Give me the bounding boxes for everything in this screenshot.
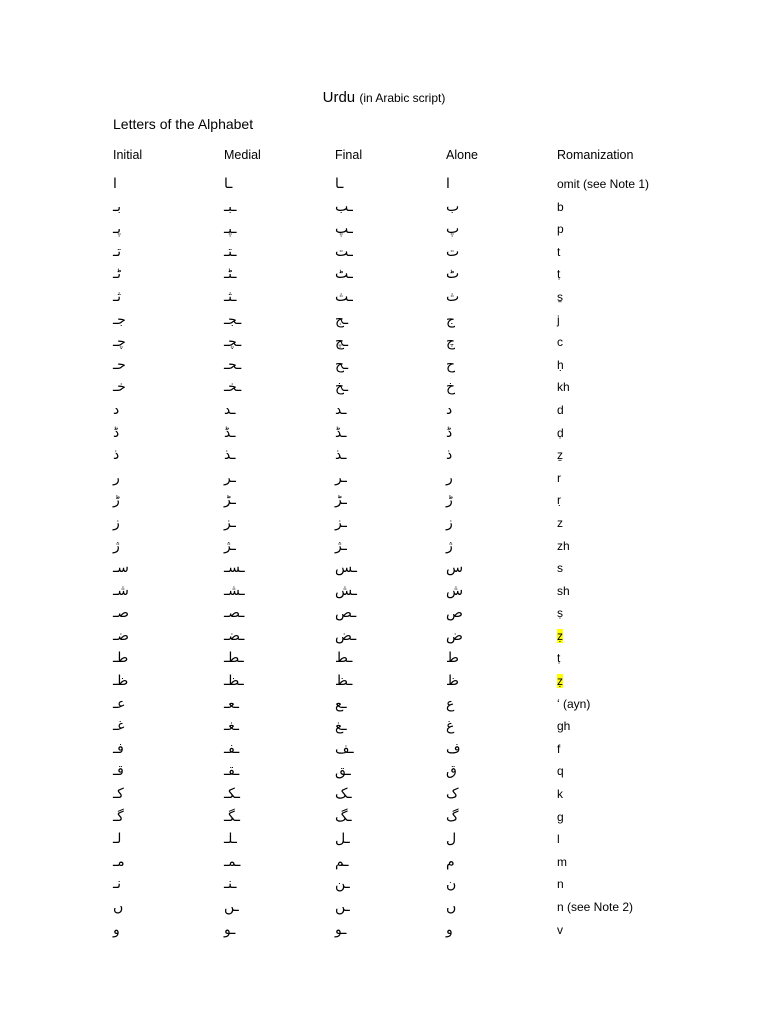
letter-medial: ـغـ [224, 718, 239, 735]
letter-final: ـٹ [335, 266, 353, 283]
letter-final: ـن [335, 876, 350, 893]
letter-medial: ـحـ [224, 356, 242, 373]
letter-row [0, 196, 768, 219]
letter-row [0, 399, 768, 422]
letter-row [0, 444, 768, 467]
romanization-text: s̱ [557, 289, 563, 304]
letter-romanization [557, 806, 564, 829]
column-header-romanization: Romanization [557, 148, 634, 162]
letter-final: ـخ [335, 379, 349, 396]
letter-alone: ت [446, 243, 460, 260]
letter-alone: ب [446, 198, 460, 215]
letter-initial: نـ [113, 876, 121, 893]
letter-initial: ڑ [113, 492, 120, 509]
letter-row [0, 783, 768, 806]
letter-romanization [557, 196, 564, 219]
letter-final: ـض [335, 627, 357, 644]
letter-final: ـچ [335, 334, 349, 351]
letters-table [0, 173, 768, 941]
letter-medial: ـر [224, 469, 236, 486]
letter-initial: کـ [113, 786, 124, 803]
letter-alone: ذ [446, 447, 453, 464]
letter-row [0, 309, 768, 332]
letter-alone: ق [446, 763, 457, 780]
letter-row [0, 535, 768, 558]
letter-final: ـش [335, 582, 357, 599]
document-title [0, 89, 768, 106]
letter-final: ـل [335, 831, 350, 848]
letter-final: ـب [335, 198, 353, 215]
letter-initial: غـ [113, 718, 125, 735]
letter-romanization [557, 557, 563, 580]
letter-romanization [557, 263, 560, 286]
letter-romanization [557, 286, 563, 309]
letter-row [0, 828, 768, 851]
letter-row [0, 873, 768, 896]
letter-medial: ـں [224, 899, 239, 915]
letter-alone: ف [446, 740, 461, 757]
romanization-text: c [557, 335, 563, 350]
letter-romanization [557, 399, 564, 422]
letter-medial: ـسـ [224, 560, 245, 577]
romanization-text: d [557, 402, 564, 417]
letter-row [0, 354, 768, 377]
letter-medial: ـو [224, 921, 236, 938]
letter-romanization [557, 512, 563, 535]
romanization-text: z [557, 515, 563, 530]
letter-alone: ظ [446, 673, 459, 690]
romanization-text: k [557, 787, 563, 802]
letter-final: ـڑ [335, 492, 347, 509]
letter-romanization [557, 760, 564, 783]
letter-romanization [557, 828, 560, 851]
letter-initial: ضـ [113, 627, 129, 644]
letter-row [0, 376, 768, 399]
letter-medial: ـشـ [224, 582, 245, 599]
letter-initial: پـ [113, 221, 121, 238]
romanization-text: ṭ [557, 267, 561, 282]
letter-row [0, 467, 768, 490]
letter-initial: ا [113, 176, 117, 192]
column-header-initial: Initial [113, 148, 143, 162]
letter-initial: ڈ [113, 424, 120, 441]
letter-medial: ـڑ [224, 492, 236, 509]
letter-initial: ثـ [113, 288, 121, 305]
letter-alone: پ [446, 221, 460, 238]
letter-initial: ظـ [113, 673, 129, 690]
letter-romanization [557, 580, 570, 603]
column-header-final: Final [335, 148, 363, 162]
letter-romanization [557, 173, 649, 196]
letter-alone: ا [446, 176, 450, 192]
letter-romanization [557, 625, 563, 648]
letter-row [0, 851, 768, 874]
letter-initial: ژ [113, 537, 120, 554]
letter-alone: د [446, 401, 453, 418]
letter-final: ـگ [335, 808, 352, 825]
letter-row [0, 602, 768, 625]
romanization-text: p [557, 222, 564, 237]
letter-final: ـت [335, 243, 353, 260]
letter-initial: ٹـ [113, 266, 121, 283]
romanization-text: t [557, 244, 561, 259]
column-header-medial: Medial [224, 148, 261, 162]
letter-final: ـم [335, 853, 349, 870]
letter-alone: س [446, 560, 464, 577]
letter-romanization [557, 467, 561, 490]
letter-romanization [557, 241, 560, 264]
letter-alone: ث [446, 288, 460, 305]
romanization-text: ḍ [557, 425, 564, 440]
letter-romanization [557, 376, 570, 399]
letter-initial: طـ [113, 650, 129, 667]
romanization-text: zh [557, 538, 570, 553]
letter-final: ـج [335, 311, 349, 328]
letter-final: ـو [335, 921, 347, 938]
romanization-text: kh [557, 380, 570, 395]
letter-final: ـز [335, 514, 347, 531]
letter-final: ـس [335, 560, 357, 577]
letter-alone: ز [446, 514, 453, 531]
letter-row [0, 512, 768, 535]
letter-alone: و [446, 921, 453, 938]
romanization-text: ṣ [557, 606, 563, 621]
letter-medial: ـڈ [224, 424, 236, 441]
letter-medial: ـعـ [224, 695, 239, 712]
letter-romanization [557, 873, 564, 896]
letter-initial: عـ [113, 695, 126, 712]
letter-medial: ـد [224, 401, 236, 418]
letter-medial: ـز [224, 514, 236, 531]
romanization-text: q [557, 764, 564, 779]
letter-romanization [557, 489, 561, 512]
romanization-text: b [557, 199, 564, 214]
letter-romanization [557, 331, 563, 354]
letter-medial: ـثـ [224, 288, 237, 305]
romanization-text: ẕ [557, 448, 563, 463]
letter-medial: ـگـ [224, 808, 240, 825]
letter-final: ـک [335, 786, 352, 803]
title-subtitle: (in Arabic script) [359, 91, 446, 105]
letter-initial: تـ [113, 243, 121, 260]
letter-initial: ذ [113, 447, 120, 464]
romanization-text: f [557, 741, 561, 756]
romanization-text: n (see Note 2) [557, 900, 634, 914]
letter-medial: ـمـ [224, 853, 241, 870]
letter-romanization [557, 670, 563, 693]
letter-medial: ـضـ [224, 627, 245, 644]
letter-medial: ـکـ [224, 786, 240, 803]
letter-initial: فـ [113, 740, 124, 757]
romanization-text: gh [557, 719, 571, 734]
letter-romanization [557, 693, 590, 716]
letter-initial: شـ [113, 582, 129, 599]
romanization-text: ṛ [557, 493, 561, 508]
letter-alone: ڈ [446, 424, 453, 441]
letter-row [0, 738, 768, 761]
letter-medial: ـصـ [224, 605, 245, 622]
letter-alone: ش [446, 582, 464, 599]
romanization-text: ʻ (ayn) [557, 696, 591, 711]
letter-alone: ن [446, 876, 457, 893]
letter-alone: ر [446, 469, 453, 486]
romanization-text: n [557, 877, 564, 892]
letter-medial: ـفـ [224, 740, 240, 757]
letter-medial: ـخـ [224, 379, 242, 396]
letter-row [0, 580, 768, 603]
letter-initial: ں [113, 899, 124, 915]
letter-row [0, 647, 768, 670]
letter-medial: ـقـ [224, 763, 240, 780]
letter-alone: م [446, 853, 455, 870]
romanization-text: ḥ [557, 357, 564, 372]
letter-row [0, 896, 768, 919]
letter-romanization [557, 218, 564, 241]
letter-alone: ں [446, 899, 457, 915]
letter-initial: جـ [113, 311, 126, 328]
romanization-text: r [557, 470, 561, 485]
letter-medial: ـژ [224, 537, 236, 554]
letter-initial: و [113, 921, 120, 938]
letter-medial: ـجـ [224, 311, 242, 328]
letter-alone: ض [446, 627, 463, 644]
letter-final: ـح [335, 356, 349, 373]
letter-final: ـذ [335, 447, 347, 464]
letter-initial: سـ [113, 560, 129, 577]
letter-medial: ـٹـ [224, 266, 237, 283]
letter-row [0, 331, 768, 354]
letter-romanization [557, 738, 560, 761]
romanization-text: s [557, 561, 563, 576]
letter-final: ـا [335, 176, 344, 192]
column-header-alone: Alone [446, 148, 478, 162]
romanization-text: g [557, 809, 564, 824]
letter-row [0, 625, 768, 648]
romanization-text: ẓ [557, 674, 563, 689]
letter-medial: ـنـ [224, 876, 237, 893]
letter-romanization [557, 715, 570, 738]
letter-romanization [557, 444, 563, 467]
letter-final: ـپ [335, 221, 353, 238]
letter-alone: ع [446, 695, 455, 712]
romanization-text: omit (see Note 1) [557, 177, 650, 191]
letter-alone: ٹ [446, 266, 460, 283]
letter-initial: خـ [113, 379, 126, 396]
letter-alone: خ [446, 379, 456, 396]
letter-row [0, 557, 768, 580]
letter-initial: حـ [113, 356, 126, 373]
letter-initial: چـ [113, 334, 126, 351]
letter-final: ـث [335, 288, 353, 305]
letter-medial: ـطـ [224, 650, 244, 667]
letter-alone: ک [446, 786, 459, 803]
letter-alone: گ [446, 808, 459, 825]
letter-final: ـغ [335, 718, 347, 735]
letter-alone: ل [446, 831, 457, 848]
letter-alone: ج [446, 311, 456, 328]
romanization-text: v [557, 922, 563, 937]
letter-final: ـژ [335, 537, 347, 554]
letter-romanization [557, 647, 560, 670]
romanization-text: l [557, 832, 560, 847]
letter-final: ـق [335, 763, 351, 780]
letter-final: ـں [335, 899, 350, 915]
letter-final: ـڈ [335, 424, 347, 441]
letter-alone: ط [446, 650, 459, 667]
letter-romanization [557, 602, 563, 625]
letter-medial: ـپـ [224, 221, 237, 238]
letter-initial: صـ [113, 605, 129, 622]
letter-medial: ـبـ [224, 198, 237, 215]
letter-initial: قـ [113, 763, 124, 780]
letter-final: ـط [335, 650, 353, 667]
letter-final: ـع [335, 695, 347, 712]
letter-romanization [557, 422, 564, 445]
letter-final: ـد [335, 401, 347, 418]
letter-medial: ـذ [224, 447, 236, 464]
romanization-text: ṭ [557, 651, 561, 666]
letter-initial: ر [113, 469, 120, 486]
romanization-text: sh [557, 583, 570, 598]
letter-romanization [557, 783, 563, 806]
letter-row [0, 693, 768, 716]
letter-medial: ـتـ [224, 243, 237, 260]
section-heading: Letters of the Alphabet [113, 116, 254, 132]
letter-initial: ز [113, 514, 120, 531]
romanization-text: m [557, 854, 567, 869]
letter-romanization [557, 535, 570, 558]
letter-row [0, 670, 768, 693]
letter-row [0, 263, 768, 286]
letter-romanization [557, 354, 564, 377]
letter-row [0, 422, 768, 445]
letter-final: ـظ [335, 673, 353, 690]
letter-row [0, 489, 768, 512]
letter-initial: مـ [113, 853, 125, 870]
letter-romanization [557, 309, 560, 332]
letter-final: ـر [335, 469, 347, 486]
letter-romanization [557, 919, 563, 942]
romanization-text: ẓ [557, 628, 563, 643]
letter-alone: ڑ [446, 492, 453, 509]
letter-initial: گـ [113, 808, 124, 825]
letter-romanization [557, 851, 567, 874]
letter-alone: چ [446, 334, 456, 351]
letter-row [0, 286, 768, 309]
letter-final: ـف [335, 740, 354, 757]
letter-initial: لـ [113, 831, 122, 848]
letter-row [0, 715, 768, 738]
letter-row [0, 218, 768, 241]
letter-alone: ژ [446, 537, 453, 554]
letter-initial: د [113, 401, 120, 418]
letter-medial: ـا [224, 176, 233, 192]
title-text: Urdu [322, 89, 356, 106]
letter-row [0, 173, 768, 196]
letter-alone: غ [446, 718, 455, 735]
letter-row [0, 760, 768, 783]
letter-initial: بـ [113, 198, 121, 215]
letter-row [0, 241, 768, 264]
letter-medial: ـچـ [224, 334, 242, 351]
letter-alone: ح [446, 356, 456, 373]
letter-row [0, 919, 768, 942]
letter-medial: ـلـ [224, 831, 237, 848]
romanization-text: j [557, 312, 560, 327]
letter-final: ـص [335, 605, 357, 622]
letter-medial: ـظـ [224, 673, 244, 690]
letter-row [0, 806, 768, 829]
letter-alone: ص [446, 605, 463, 622]
letter-romanization [557, 896, 633, 919]
